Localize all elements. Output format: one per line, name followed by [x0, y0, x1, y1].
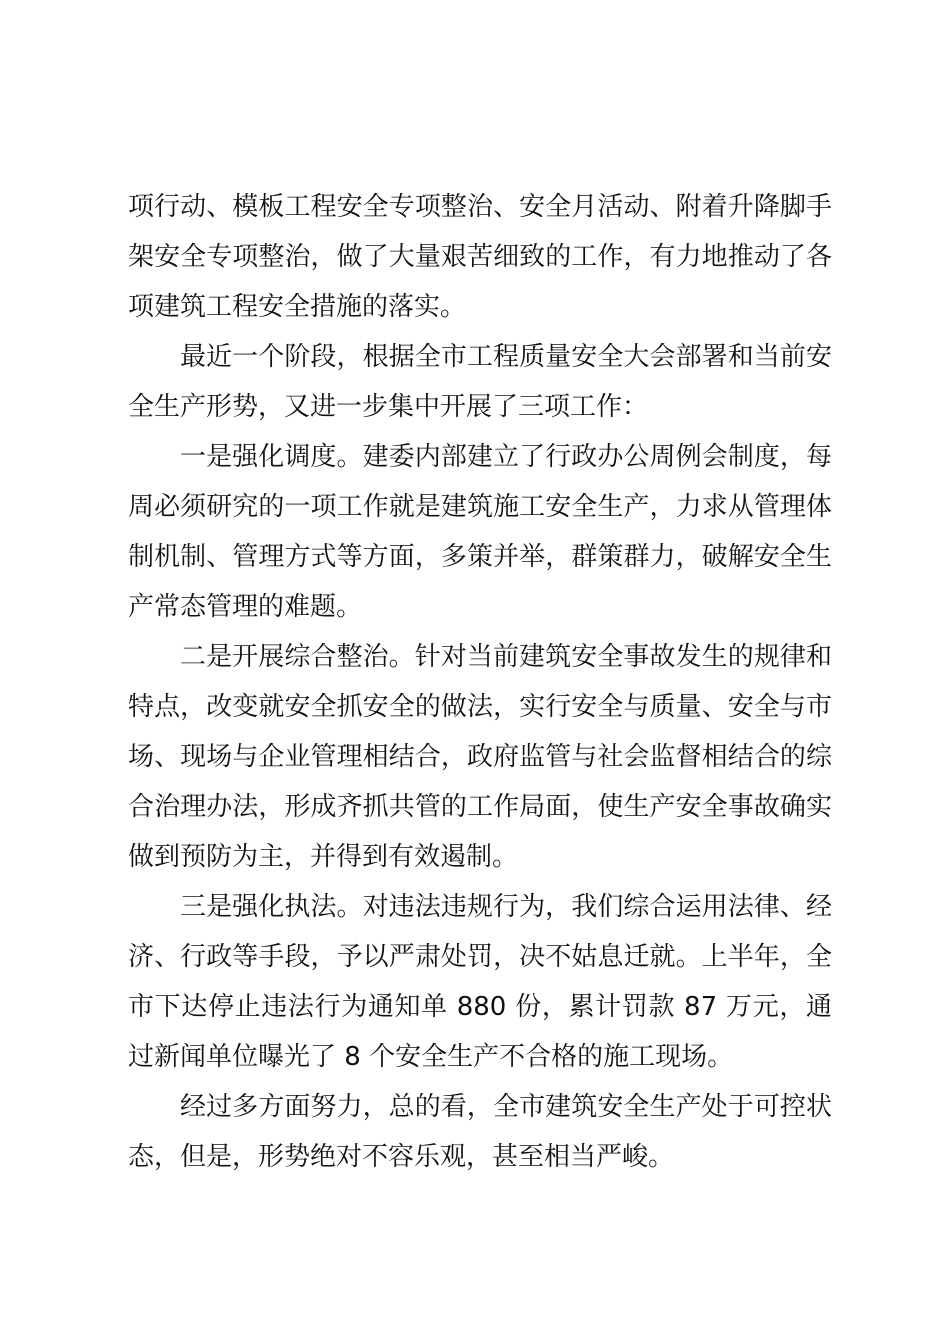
- paragraph-item-one: 一是强化调度。建委内部建立了行政办公周例会制度，每周必须研究的一项工作就是建筑施工安全生产，力求从管理体制机制、管理方式等方面，多策并举，群策群力，破解安全生产常态管理的难题。: [128, 442, 832, 622]
- paragraph-summary: 经过多方面努力，总的看，全市建筑安全生产处于可控状态，但是，形势绝对不容乐观，甚至相当严峻。: [128, 1092, 832, 1172]
- paragraph-continuation: 项行动、模板工程安全专项整治、安全月活动、附着升降脚手架安全专项整治，做了大量艰苦细致的工作，有力地推动了各项建筑工程安全措施的落实。: [128, 192, 832, 322]
- paragraph-item-three: 三是强化执法。对违法违规行为，我们综合运用法律、经济、行政等手段，予以严肃处罚，决不姑息迁就。上半年，全市下达停止违法行为通知单 880 份，累计罚款 87 万元，通过新闻单位曝光了 8 个安全生产不合格的施工现场。: [128, 892, 832, 1072]
- document-body: [128, 182, 832, 1182]
- paragraph-item-two: 二是开展综合整治。针对当前建筑安全事故发生的规律和特点，改变就安全抓安全的做法，实行安全与质量、安全与市场、现场与企业管理相结合，政府监管与社会监督相结合的综合治理办法，形成齐抓共管的工作局面，使生产安全事故确实做到预防为主，并得到有效遏制。: [128, 642, 832, 872]
- paragraph-recent-stage: 最近一个阶段，根据全市工程质量安全大会部署和当前安全生产形势，又进一步集中开展了三项工作：: [128, 342, 832, 422]
